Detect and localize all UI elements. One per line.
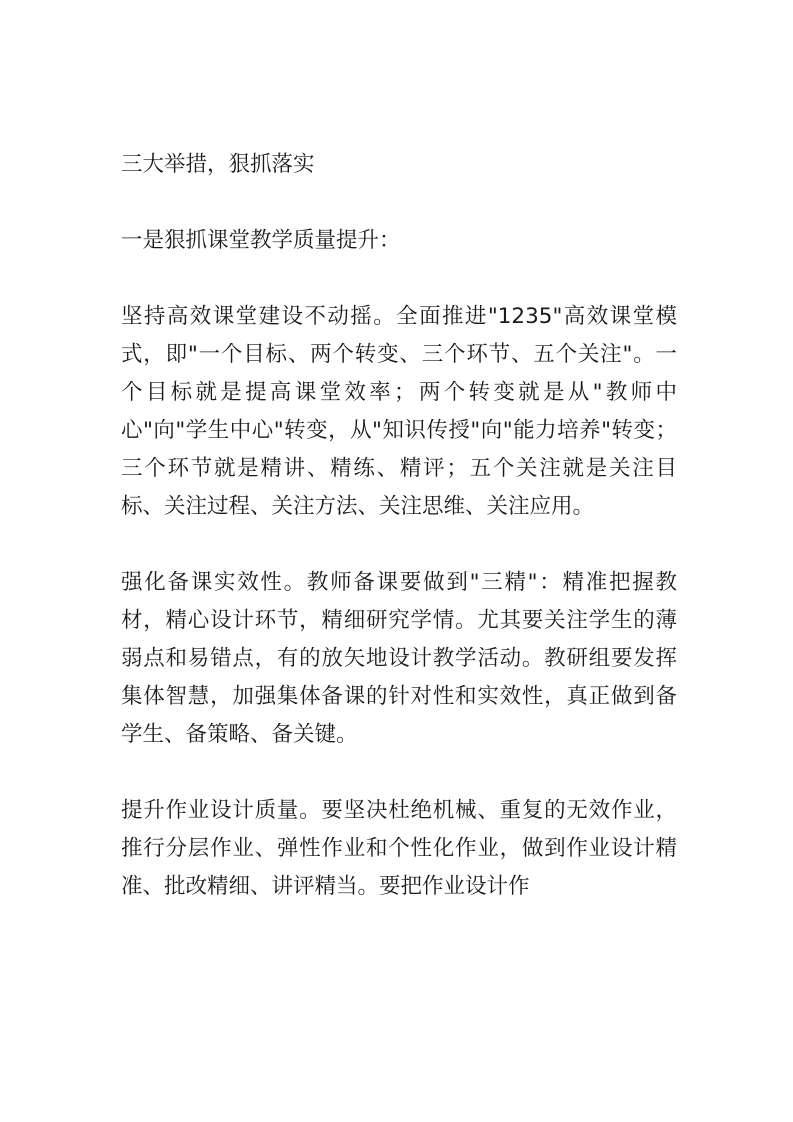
paragraph-gap	[121, 184, 677, 222]
paragraph-efficient-classroom: 坚持高效课堂建设不动摇。全面推进"1235"高效课堂模式，即"一个目标、两个转变、三个环节、五个关注"。一个目标就是提高课堂效率；两个转变就是从"教师中心"向"学生中心"转变，从"知识传授"向"能力培养"转变；三个环节就是精讲、精练、精评；五个关注就是关注目标、关注过程、关注方法、关注思维、关注应用。	[121, 304, 677, 519]
paragraph-homework-design: 提升作业设计质量。要坚决杜绝机械、重复的无效作业，推行分层作业、弹性作业和个性化作业，做到作业设计精准、批改精细、讲评精当。要把作业设计作	[121, 798, 677, 899]
paragraph-gap	[121, 754, 677, 792]
paragraph-gap	[121, 260, 677, 298]
document-page	[121, 146, 677, 906]
paragraph-lesson-preparation: 强化备课实效性。教师备课要做到"三精"：精准把握教材，精心设计环节，精细研究学情。尤其要关注学生的薄弱点和易错点，有的放矢地设计教学活动。教研组要发挥集体智慧，加强集体备课的针对性和实效性，真正做到备学生、备策略、备关键。	[121, 570, 677, 747]
section-heading: 三大举措，狠抓落实	[121, 152, 315, 177]
subsection-heading: 一是狠抓课堂教学质量提升：	[121, 228, 401, 253]
paragraph-gap	[121, 526, 677, 564]
